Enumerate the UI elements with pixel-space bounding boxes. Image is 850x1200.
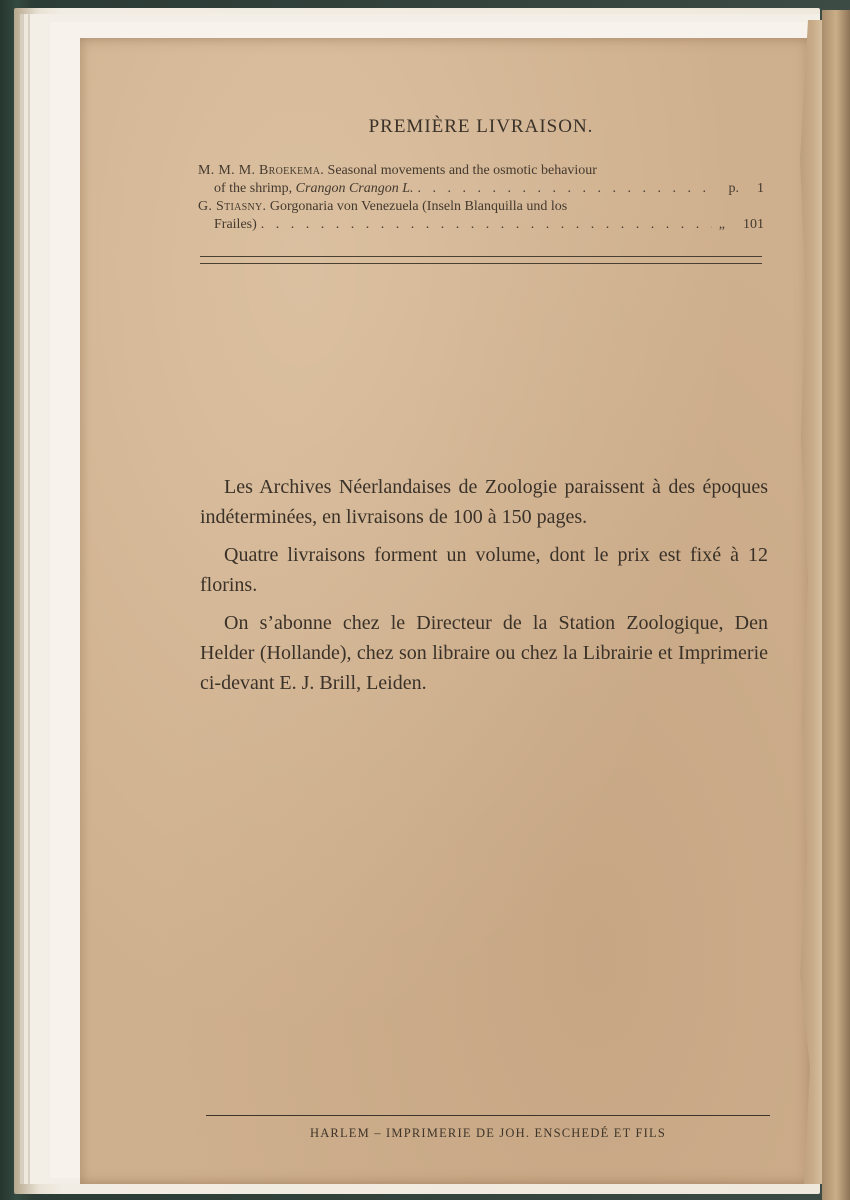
toc-page-number: 1 xyxy=(757,181,764,196)
paragraph: Les Archives Néerlandaises de Zoologie paraissent à des époques indéterminées, en livraisons de 100 à 150 pages. xyxy=(200,476,768,528)
toc-page xyxy=(716,216,764,234)
leader-dots xyxy=(261,216,712,234)
paragraph: On s’abonne chez le Directeur de la Station Zoologique, Den Helder (Hollande), chez son libraire ou chez la Librairie et Imprimerie ci-devant E. J. Brill, Leiden. xyxy=(200,612,768,694)
toc-page-prefix: „ xyxy=(718,217,725,232)
paragraph: Quatre livraisons forment un volume, dont le prix est fixé à 12 florins. xyxy=(200,544,768,596)
toc-line xyxy=(198,216,764,234)
toc-title-cont: Frailes) xyxy=(214,217,257,232)
toc-page-prefix: p. xyxy=(728,181,739,196)
toc-title-italic: Crangon Crangon L. xyxy=(295,181,414,196)
toc-author: G. Stiasny. xyxy=(198,199,267,214)
toc-entry xyxy=(198,198,764,234)
toc-title-cont: of the shrimp, xyxy=(214,181,293,196)
toc-title: Seasonal movements and the osmotic behaviour xyxy=(327,163,597,178)
notice-text xyxy=(200,472,768,706)
leader-dots xyxy=(418,180,712,198)
toc-title: Gorgonaria von Venezuela (Inseln Blanquilla und los xyxy=(269,199,568,214)
footer-rule xyxy=(206,1115,770,1116)
double-rule-divider xyxy=(200,256,762,264)
printer-imprint: HARLEM – IMPRIMERIE DE JOH. ENSCHEDÉ ET FILS xyxy=(309,1126,667,1140)
section-heading: PREMIÈRE LIVRAISON. xyxy=(368,116,594,137)
toc-page-number: 101 xyxy=(743,217,764,232)
toc-page xyxy=(716,180,764,198)
toc-line xyxy=(198,180,764,198)
toc-author: M. M. M. Broekema. xyxy=(198,163,325,178)
toc-line xyxy=(198,198,764,216)
toc-entry xyxy=(198,162,764,198)
table-of-contents xyxy=(198,162,764,234)
toc-line xyxy=(198,162,764,180)
